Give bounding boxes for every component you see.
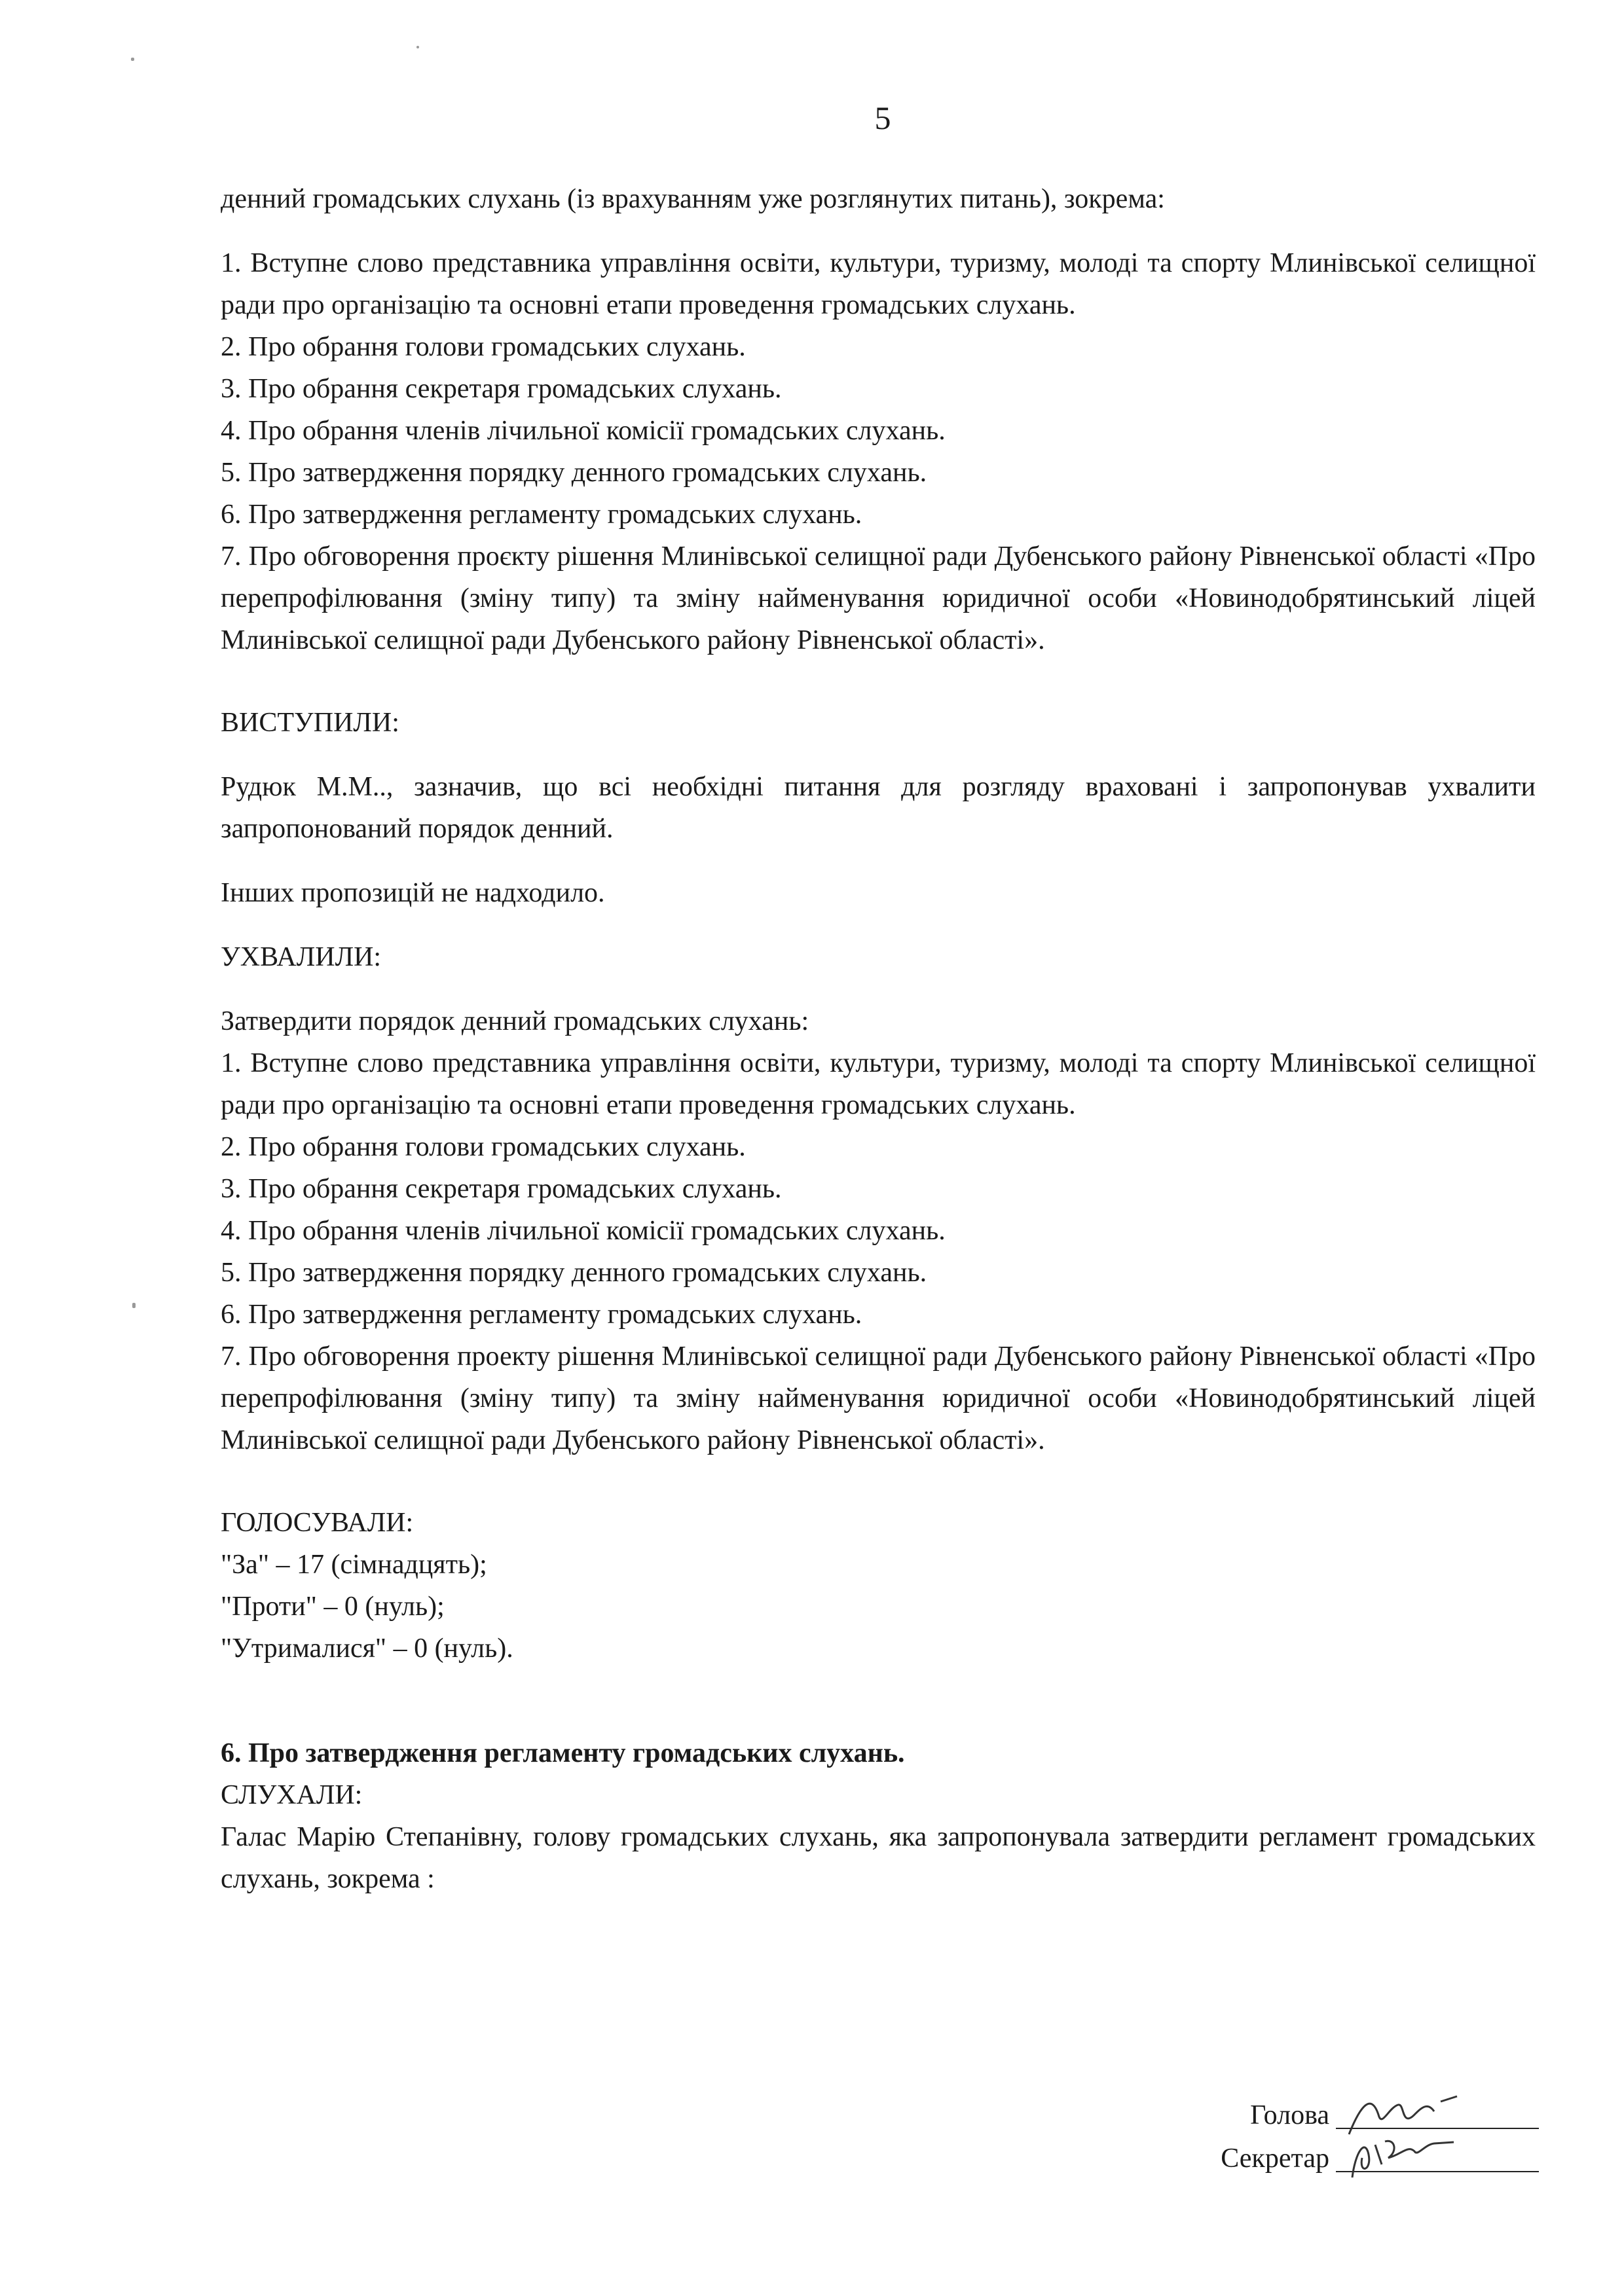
agenda-item: 5. Про затвердження порядку денного громадських слухань. — [221, 458, 927, 488]
voted-heading: ГОЛОСУВАЛИ: — [221, 1508, 414, 1538]
agenda-list-approved — [221, 1042, 1536, 1461]
vote-abstained: "Утрималися" – 0 (нуль). — [221, 1633, 513, 1664]
secretary-signature-line — [1336, 2171, 1539, 2172]
scan-speck — [131, 58, 134, 61]
secretary-signature-icon — [1342, 2125, 1473, 2184]
agenda-item: 7. Про обговорення проєкту рішення Млинівської селищної ради Дубенського району Рівненської області «Про перепрофілювання (зміну типу) та зміну найменування юридичної особи «Новинодобрятинський ліцей Млинівської селищної ради Дубенського району Рівненської області». — [221, 541, 1536, 655]
chair-label: Голова — [1250, 2100, 1329, 2130]
spoke-heading: ВИСТУПИЛИ: — [221, 708, 399, 738]
scan-speck — [416, 46, 419, 48]
agenda-item: 5. Про затвердження порядку денного громадських слухань. — [221, 1258, 927, 1288]
agenda-item: 1. Вступне слово представника управління освіти, культури, туризму, молоді та спорту Млинівської селищної ради про організацію та основні етапи проведення громадських слухань. — [221, 248, 1536, 320]
spoke-text: Рудюк М.М.., зазначив, що всі необхідні питання для розгляду враховані і запропонував ухвалити запропонований порядок денний. — [221, 772, 1536, 844]
agenda-item: 6. Про затвердження регламенту громадських слухань. — [221, 1300, 862, 1330]
vote-against: "Проти" – 0 (нуль); — [221, 1592, 445, 1622]
agenda-item: 7. Про обговорення проекту рішення Млинівської селищної ради Дубенського району Рівненської області «Про перепрофілювання (зміну типу) та зміну найменування юридичної особи «Новинодобрятинський ліцей Млинівської селищної ради Дубенського району Рівненської області». — [221, 1341, 1536, 1455]
section-6-title: 6. Про затвердження регламенту громадських слухань. — [221, 1738, 905, 1768]
agenda-item: 4. Про обрання членів лічильної комісії громадських слухань. — [221, 416, 946, 446]
agenda-item: 3. Про обрання секретаря громадських слухань. — [221, 374, 782, 404]
no-other-proposals: Інших пропозицій не надходило. — [221, 878, 605, 908]
agenda-item: 2. Про обрання голови громадських слухань. — [221, 1132, 746, 1162]
vote-for: "За" – 17 (сімнадцять); — [221, 1550, 487, 1580]
document-body — [221, 178, 1536, 1900]
agenda-item: 1. Вступне слово представника управління освіти, культури, туризму, молоді та спорту Млинівської селищної ради про організацію та основні етапи проведення громадських слухань. — [221, 1048, 1536, 1120]
agenda-item: 4. Про обрання членів лічильної комісії громадських слухань. — [221, 1216, 946, 1246]
scan-speck — [132, 1303, 136, 1308]
intro-line: денний громадських слухань (із врахуванням уже розглянутих питань), зокрема: — [221, 184, 1165, 214]
agenda-item: 6. Про затвердження регламенту громадських слухань. — [221, 500, 862, 530]
resolved-intro: Затвердити порядок денний громадських слухань: — [221, 1006, 809, 1036]
agenda-item: 2. Про обрання голови громадських слухань. — [221, 332, 746, 362]
resolved-heading: УХВАЛИЛИ: — [221, 942, 382, 972]
heard-text: Галас Марію Степанівну, голову громадських слухань, яка запропонувала затвердити регламент громадських слухань, зокрема : — [221, 1822, 1536, 1894]
agenda-list-proposed — [221, 242, 1536, 661]
secretary-signature-row — [1198, 2137, 1539, 2180]
heard-heading: СЛУХАЛИ: — [221, 1780, 363, 1810]
agenda-item: 3. Про обрання секретаря громадських слухань. — [221, 1174, 782, 1204]
vote-results — [221, 1544, 1536, 1669]
page-number: 5 — [874, 100, 891, 136]
signature-block — [1198, 2094, 1539, 2180]
secretary-label: Секретар — [1221, 2143, 1329, 2174]
